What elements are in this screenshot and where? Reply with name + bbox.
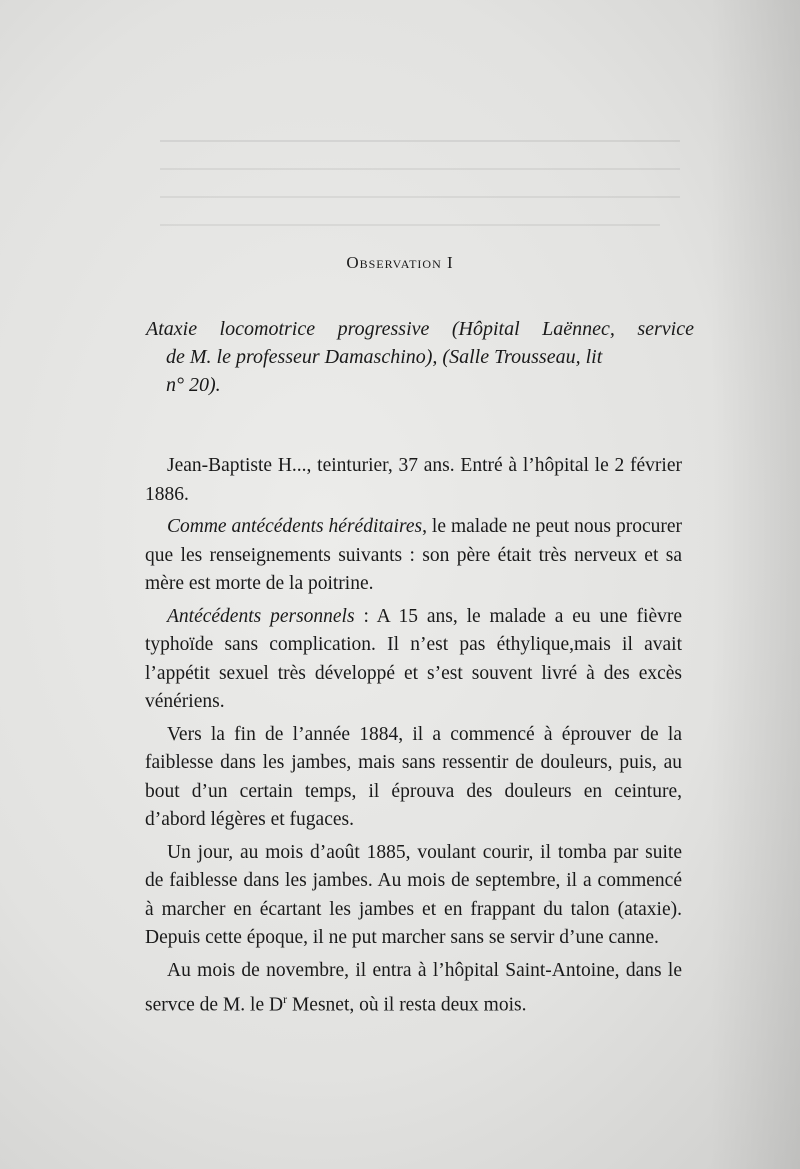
show-through-line: [160, 196, 680, 198]
paragraph-patient-intro: Jean-Baptiste H..., teinturier, 37 ans. Entré à l’hôpital le 2 février 1886.: [145, 455, 682, 505]
case-header: [146, 315, 694, 399]
paragraph-fall: Un jour, au mois d’août 1885, voulant courir, il tomba par suite de faiblesse dans les jambes. Au mois de septembre, il a commencé à marcher en écartant les jambes et en frappant du talon (ataxie). Depuis cette époque, il ne put marcher sans se servir d’une canne.: [145, 841, 682, 948]
doctor-abbrev-superscript: r: [283, 992, 288, 1006]
hospital-text-start: Au mois de novembre, il entra à l’hôpital Saint-Antoine, dans le servce de M. le D: [145, 959, 682, 1016]
case-header-line-2: de M. le professeur Damaschino), (Salle Trousseau, lit: [166, 346, 603, 368]
personal-history-text: : A 15 ans, le malade a eu une fièvre typhoïde sans complication. Il n’est pas éthylique,mais il avait l’appétit sexuel très développé et s’est souvent livré à des excès vénériens.: [145, 605, 682, 712]
personal-history-label: Antécédents personnels: [167, 605, 355, 627]
hospital-text-end: Mesnet, où il resta deux mois.: [287, 994, 527, 1016]
case-header-line-3: n° 20).: [166, 374, 221, 396]
hereditary-text: , le malade ne peut nous procurer que les renseignements suivants : son père était très nerveux et sa mère est morte de la poitrine.: [145, 516, 682, 594]
observation-body: [145, 452, 682, 1024]
hereditary-label: Comme antécédents héréditaires: [167, 516, 423, 537]
paragraph-personal-history: [145, 603, 682, 717]
show-through-line: [160, 168, 680, 170]
case-header-line-1: Ataxie locomotrice progressive (Hôpital Laënnec, service: [146, 318, 694, 340]
page-edge-shadow: [710, 0, 800, 1169]
show-through-line: [160, 140, 680, 142]
paragraph-hereditary: [145, 513, 682, 599]
show-through-line: [160, 224, 660, 226]
paragraph-onset: Vers la fin de l’année 1884, il a commencé à éprouver de la faiblesse dans les jambes, mais sans ressentir de douleurs, puis, au bout d’un certain temps, il éprouva des douleurs en ceinture, d’abord légères et fugaces.: [145, 723, 682, 830]
observation-title: Observation I: [346, 253, 454, 272]
paragraph-hospital: [145, 957, 682, 1021]
